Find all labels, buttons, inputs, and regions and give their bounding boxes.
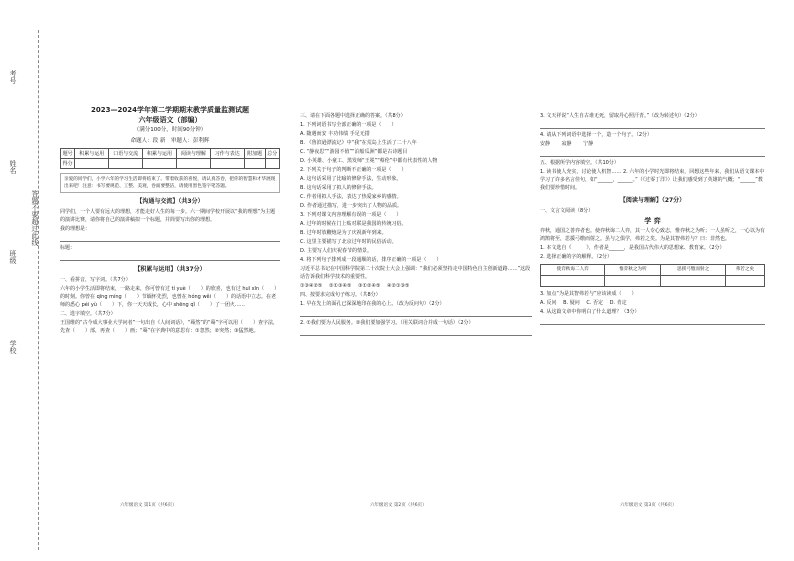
- question-5-body: 1. 读书使人充实，讨论使人机智…… 2. 六年的小学时光即将结束，回想这些年来，我们从语文课本中学习了许多名言佳句，如“______，______。”（《过零丁洋》）让我们感受到了英雄的气概；“______”教我们要珍惜时间。: [540, 169, 765, 191]
- option[interactable]: A. 随遇而安 丰功伟绩 手足无措: [300, 131, 370, 137]
- exam-signers: 命题人：段 新 审题人：彭利辉: [130, 138, 210, 144]
- answer-line[interactable]: [540, 121, 765, 129]
- score-cell: 得分: [61, 159, 75, 169]
- word: 寂静: [561, 141, 572, 147]
- option[interactable]: C. 这里主要描写了北京过年时的民俗活动。: [300, 239, 397, 245]
- option-row[interactable]: [300, 282, 532, 290]
- seal-warning: 答题不要超过此线: [31, 190, 39, 246]
- question-3-1: 1. 下列词语书写全部正确的一项是（ ）: [300, 122, 397, 128]
- read-section-title: 【阅读与理解】（27分）: [619, 197, 686, 204]
- page-3: [540, 112, 765, 327]
- grid-answer-cell[interactable]: [661, 276, 725, 287]
- grid-cell: 思援弓缴而射之: [661, 265, 725, 276]
- score-cell[interactable]: [244, 159, 265, 169]
- question-3-4: 4. 将下列句子排列成一段通顺的话，排序正确的一项是（ ）: [300, 257, 442, 263]
- option[interactable]: B. 过年时放鞭炮是为了庆祝新年到来。: [300, 230, 387, 236]
- option[interactable]: A. 过年的时候在门上贴对联是我国的传统习俗。: [300, 221, 407, 227]
- word: 宁静: [583, 141, 594, 147]
- option[interactable]: C. “静夜思”“游园不值”“泊船瓜洲”都是古诗题目: [300, 149, 408, 155]
- score-header: 积累与运用: [143, 149, 177, 159]
- option[interactable]: ②①③④⑤: [329, 283, 352, 289]
- option[interactable]: B. 疑问: [563, 300, 580, 306]
- score-header: 题号: [61, 149, 75, 159]
- question-6-2: 2. 选择正确的字的解释。（2分）: [540, 254, 613, 260]
- score-header: 总分: [265, 149, 279, 159]
- question-6-1: 1. 本文选自《 》，作者是______，是我国古代伟大的思想家、教育家。（2分）: [540, 245, 725, 251]
- exam-title: 2023—2024学年第二学期期末教学质量监测试题: [91, 106, 249, 114]
- seal-name: 姓名: [9, 160, 17, 174]
- seal-school: 学校: [9, 340, 17, 354]
- seal-class: 班级: [9, 250, 17, 264]
- answer-line[interactable]: [540, 317, 765, 325]
- page-footer-2: 六年级语文 第2页（共6页）: [370, 503, 427, 508]
- grid-answer-cell[interactable]: [725, 276, 764, 287]
- option[interactable]: ④②①③⑤: [387, 283, 410, 289]
- score-cell[interactable]: [109, 159, 143, 169]
- question-3: 三、请在下面各题中选择正确的答案。（共8分）: [300, 113, 406, 119]
- oral-section-title: 【沟通与交流】（共3分）: [136, 198, 204, 205]
- question-3-4-text: 习近平总书记在中国科学院第二十次院士大会上强调：“我们必须坚持走中国特色自主创新道路……”这段话告诉我们科学技术的重要性。: [300, 266, 531, 280]
- option[interactable]: C. 作者用拟人手法，表达了热爱家乡的感情。: [300, 194, 402, 200]
- grid-answer-cell[interactable]: [605, 276, 661, 287]
- word: 安静: [540, 141, 551, 147]
- seal-line-area: [8, 70, 44, 430]
- notice-box: 亲爱的同学们，小学六年的学习生活即将结束了。带着收获的喜悦，请认真答卷，把你的智慧和才华展现出来吧！注意：书写要规范、工整、美观，卷面要整洁，请使用黑色签字笔答题。: [60, 173, 280, 193]
- passage-title: 学 弈: [644, 217, 661, 225]
- question-3-2: 2. 下列关于句子的判断不正确的一项是（ ）: [300, 167, 407, 173]
- question-4: 四、按要求完成句子练习。（共8分）: [300, 292, 381, 298]
- seal-dashed-line: [38, 30, 39, 550]
- score-cell[interactable]: [143, 159, 177, 169]
- question-4-4: 4. 请从下列词语中选择一个，造一个句子。（2分）: [540, 132, 653, 138]
- question-1-body: 六年的小学生活即将结束，一路走来，你可曾有过 tí yuè（ ）的欣喜，也有过 huī xīn（ ）的时刻。你曾在 qīng míng（ ）节缅怀先烈，也曾在 hóng wěi（ ）的话语中立志。在老师的悉心 péi yù（ ）下，你一天天成长，心中 shēng qǐ（ ）了一团火……: [60, 286, 280, 308]
- answer-line[interactable]: [60, 253, 280, 261]
- score-table: [60, 148, 280, 169]
- question-4-3: 3. 文天祥说“人生自古谁无死，留取丹心照汗青。”（改为转述句）（2分）: [540, 113, 700, 119]
- oral-prompt: 同学们，一个人要有远大的理想，才能走好人生的每一步。六一期间学校开展以“我的理想”为主题的演讲比赛，请你将自己的演讲稿拟一个标题，并简要写出你的理想。: [60, 209, 276, 223]
- option[interactable]: A. 这句话采用了比喻的修辞手法，生动形象。: [300, 176, 402, 182]
- score-cell[interactable]: [176, 159, 210, 169]
- question-4-2: 2. ①我们要为人民服务。②我们要加强学习。（用关联词合并成一句话）（2分）: [300, 320, 474, 326]
- score-header: 附加题: [244, 149, 265, 159]
- score-header: 阅读与理解: [176, 149, 210, 159]
- question-5: 五、根据所学内容填空。（共10分）: [540, 160, 619, 166]
- answer-line[interactable]: [300, 309, 532, 317]
- question-6-3: 3. 加点“为是其智弗若与”应该读成（ ）: [540, 291, 637, 297]
- option[interactable]: D. 肯定: [609, 300, 627, 306]
- seal-exam-no: 考号: [9, 70, 17, 84]
- option[interactable]: ①③④②⑤: [300, 283, 323, 289]
- option[interactable]: D. 作者通过描写，进一步突出了人物的品质。: [300, 203, 403, 209]
- option[interactable]: A. 反问: [540, 300, 557, 306]
- word-choices: [540, 140, 765, 148]
- question-3-3: 3. 下列对课文内容理解有误的一项是（ ）: [300, 212, 402, 218]
- passage-body: 弈秋，通国之善弈者也。使弈秋诲二人弈，其一人专心致志，惟弈秋之为听；一人虽听之，一心以为有鸿鹄将至，思援弓缴而射之。虽与之俱学，弗若之矣。为是其智弗若与？曰：非然也。: [540, 228, 766, 242]
- option[interactable]: D. 小英雄、小童工、黑发师“王冕”“蔡伦”中都有代表性的人物: [300, 158, 438, 164]
- grid-cell: 使弈秋诲二人弈: [541, 265, 605, 276]
- score-header: 口语与交流: [109, 149, 143, 159]
- page-footer-3: 六年级语文 第3页（共6页）: [620, 503, 677, 508]
- question-4-1: 1. 早在先上的面孔已深深地印在我的心上。（改为反问句）（2分）: [300, 301, 445, 307]
- score-header: 习作与表达: [210, 149, 244, 159]
- answer-line[interactable]: [300, 328, 532, 336]
- question-6-4: 4. 从这篇文章中你明白了什么道理？（3分）: [540, 309, 640, 315]
- option[interactable]: B. 这句话采用了拟人的修辞手法。: [300, 185, 377, 191]
- option[interactable]: ③①②④⑤: [358, 283, 381, 289]
- option[interactable]: B. 《鲁滨逊漂流记》中“我”在荒岛上生活了二十八年: [300, 140, 417, 146]
- score-cell[interactable]: [210, 159, 244, 169]
- explain-table: [540, 264, 765, 287]
- question-2-body: 王国维的“古今成大事业大学问者”一句出自《人间词话》，“蓦然”的“蓦”字可以用（ ）查字法，先查（ ）部，再查（ ）画；“蓦”在字典中的意思有：①忽然；②突然；③猛然地。: [60, 320, 279, 334]
- score-cell[interactable]: [265, 159, 279, 169]
- page-1: [60, 100, 280, 336]
- page-footer-1: 六年级语文 第1页（共6页）: [120, 503, 177, 508]
- oral-line-2-label: 标题：: [60, 245, 76, 251]
- score-cell[interactable]: [75, 159, 109, 169]
- question-2: 二、选字填空。（共7分）: [60, 311, 116, 317]
- grid-answer-cell[interactable]: [541, 276, 605, 287]
- page-2: [300, 112, 532, 338]
- option[interactable]: C. 否定: [586, 300, 603, 306]
- option-row[interactable]: [540, 299, 765, 307]
- acc-section-title: 【积累与运用】（共37分）: [134, 266, 206, 273]
- option[interactable]: D. 主要写人们庆祝春节的情景。: [300, 248, 373, 254]
- score-header: 积累与运用: [75, 149, 109, 159]
- question-1: 一、看拼音，写字词。（共7分）: [60, 277, 131, 283]
- grid-cell: 惟弈秋之为听: [605, 265, 661, 276]
- oral-line-1-label: 我的理想是：: [60, 226, 91, 232]
- answer-line[interactable]: [540, 149, 765, 157]
- question-6: 一、文言文阅读（8分）: [540, 208, 594, 214]
- answer-line[interactable]: [60, 234, 280, 242]
- exam-info: （满分100分，时间90分钟）: [133, 127, 207, 133]
- exam-subject: 六年级语文（部编）: [138, 116, 202, 124]
- grid-cell: 弗若之矣: [725, 265, 764, 276]
